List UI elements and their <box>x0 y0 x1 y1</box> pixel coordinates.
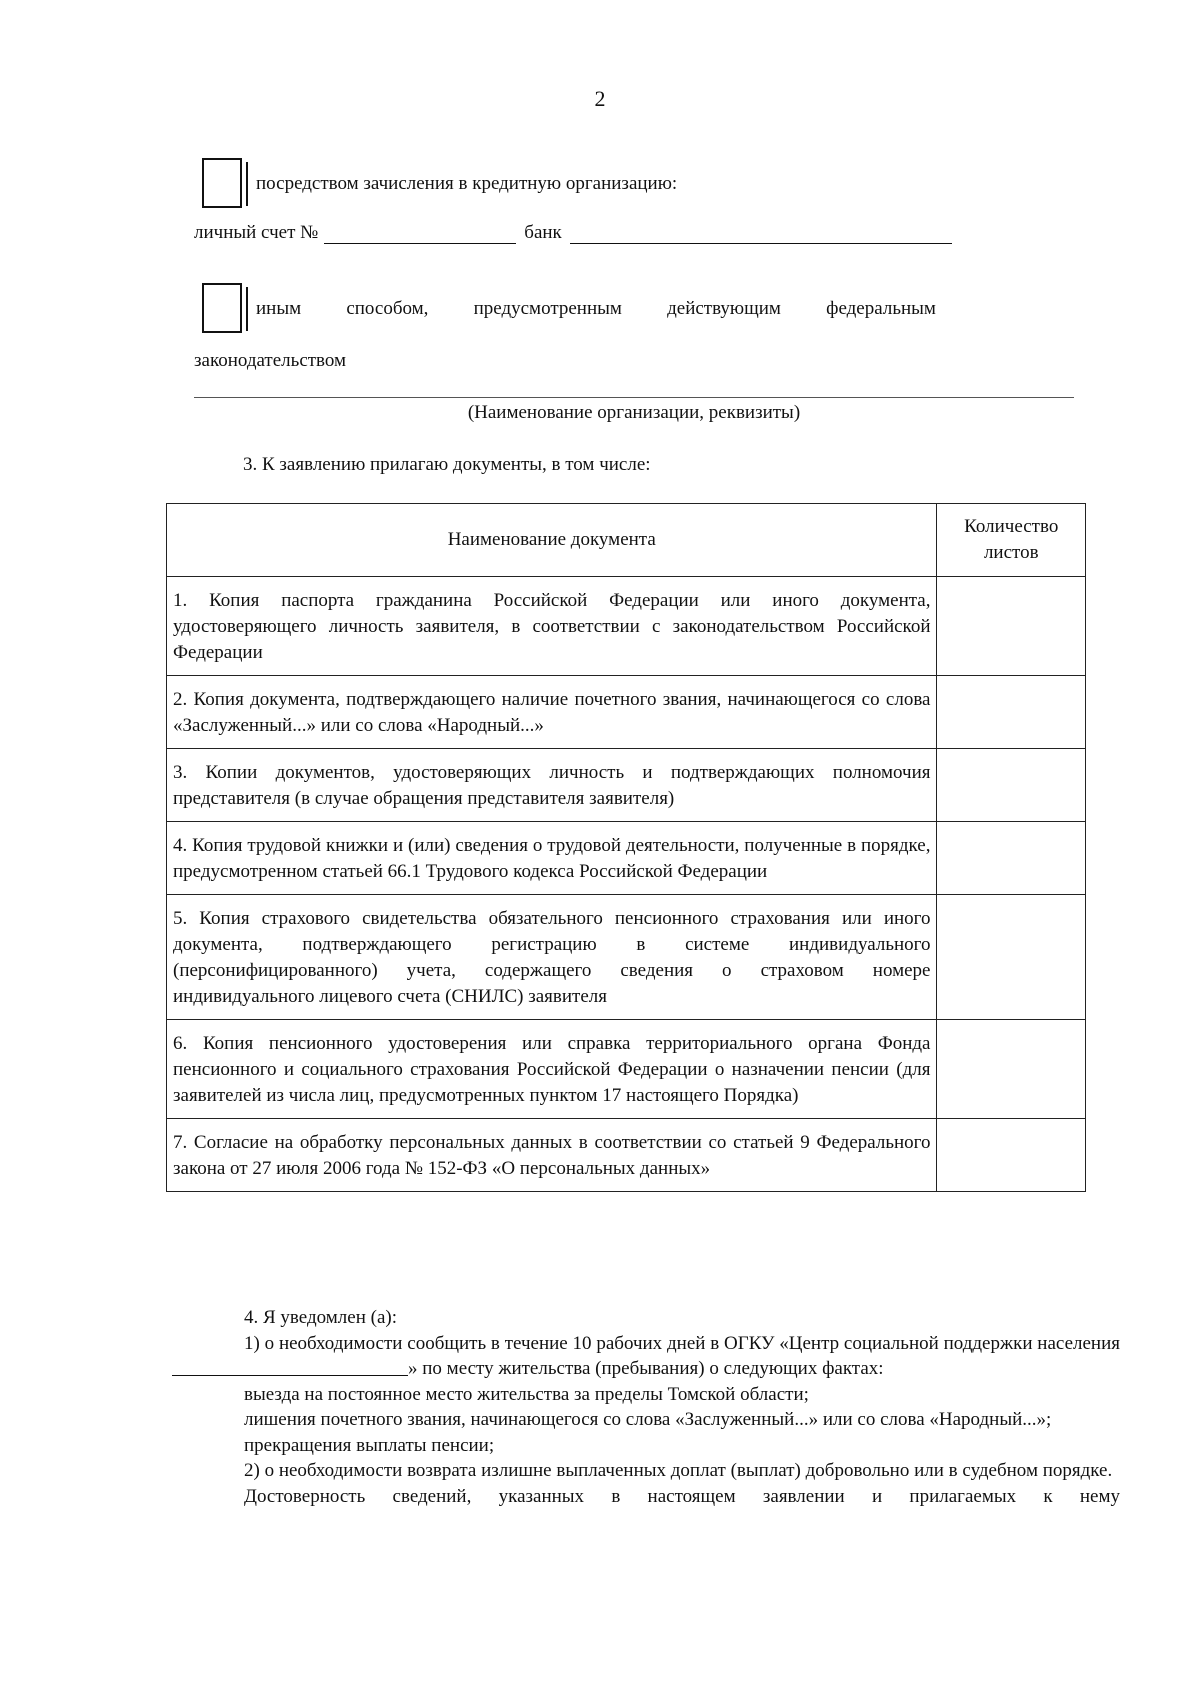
section4-heading: 4. Я уведомлен (а): <box>244 1307 397 1328</box>
table-row <box>167 895 1086 1020</box>
bank-name-field[interactable] <box>570 223 952 244</box>
notice-item-2: 2) о необходимости возврата излишне выплаченных доплат (выплат) добровольно или в судебном порядке. <box>244 1460 1113 1481</box>
document-name: 1. Копия паспорта гражданина Российской Федерации или иного документа, удостоверяющего личность заявителя, в соответствии с законодательством Российской Федерации <box>167 577 937 676</box>
credit-org-option <box>202 156 677 212</box>
section4-notice <box>172 1305 1120 1509</box>
document-name: 5. Копия страхового свидетельства обязательного пенсионного страхования или иного документа, подтверждающего регистрацию в системе индивидуального (персонифицированного) учета, содержащего сведения о страховом номере индивидуального лицевого счета (СНИЛС) заявителя <box>167 895 937 1020</box>
account-row <box>194 222 952 244</box>
document-name: 3. Копии документов, удостоверяющих личность и подтверждающих полномочия представителя (в случае обращения представителя заявителя) <box>167 749 937 822</box>
document-name: 7. Согласие на обработку персональных данных в соответствии со статьей 9 Федерального закона от 27 июля 2006 года № 152-ФЗ «О персональных данных» <box>167 1119 937 1192</box>
sheet-count-cell[interactable] <box>937 1020 1086 1119</box>
table-header-row <box>167 504 1086 577</box>
header-sheet-count: Количество листов <box>937 504 1086 577</box>
notice-fact-1: выезда на постоянное место жительства за пределы Томской области; <box>244 1383 809 1405</box>
table-row <box>167 577 1086 676</box>
notice-item-1: 1) о необходимости сообщить в течение 10 рабочих дней в ОГКУ «Центр социальной поддержки населения » по месту жительства (пребывания) о следующих фактах: <box>172 1331 1120 1382</box>
section3-heading: 3. К заявлению прилагаю документы, в том числе: <box>243 454 651 475</box>
sheet-count-cell[interactable] <box>937 577 1086 676</box>
sheet-count-cell[interactable] <box>937 676 1086 749</box>
sheet-count-cell[interactable] <box>937 822 1086 895</box>
sheet-count-cell[interactable] <box>937 749 1086 822</box>
reliability-statement: Достоверность сведений, указанных в настоящем заявлении и прилагаемых к нему <box>244 1485 1120 1507</box>
header-document-name: Наименование документа <box>167 504 937 577</box>
credit-org-checkbox[interactable] <box>202 158 248 210</box>
table-row <box>167 1119 1086 1192</box>
org-caption: (Наименование организации, реквизиты) <box>467 402 801 423</box>
notice-fact-2: лишения почетного звания, начинающегося со слова «Заслуженный...» или со слова «Народный...»; <box>244 1409 1052 1430</box>
document-name: 2. Копия документа, подтверждающего наличие почетного звания, начинающегося со слова «Заслуженный...» или со слова «Народный...» <box>167 676 937 749</box>
account-label: личный счет № <box>194 222 319 243</box>
notice-fact-3: прекращения выплаты пенсии; <box>244 1434 495 1456</box>
account-number-field[interactable] <box>324 223 516 244</box>
bank-label: банк <box>524 222 562 243</box>
table-row <box>167 676 1086 749</box>
table-row <box>167 749 1086 822</box>
document-name: 4. Копия трудовой книжки и (или) сведения о трудовой деятельности, полученные в порядке, предусмотренном статьей 66.1 Трудового кодекса Российской Федерации <box>167 822 937 895</box>
documents-table <box>166 503 1086 1192</box>
other-method-label: иным способом, предусмотренным действующим федеральным <box>256 298 936 319</box>
sheet-count-cell[interactable] <box>937 895 1086 1020</box>
other-method-option <box>202 281 936 337</box>
org-details-field[interactable] <box>194 397 1074 398</box>
page-number: 2 <box>594 86 606 111</box>
credit-org-label: посредством зачисления в кредитную организацию: <box>256 173 678 194</box>
sheet-count-cell[interactable] <box>937 1119 1086 1192</box>
table-row <box>167 1020 1086 1119</box>
social-center-name-field[interactable] <box>172 1357 408 1376</box>
other-method-continuation: законодательством <box>194 350 347 371</box>
other-method-checkbox[interactable] <box>202 283 248 335</box>
table-row <box>167 822 1086 895</box>
document-name: 6. Копия пенсионного удостоверения или справка территориального органа Фонда пенсионного и социального страхования Российской Федерации о назначении пенсии (для заявителей из числа лиц, предусмотренных пунктом 17 настоящего Порядка) <box>167 1020 937 1119</box>
